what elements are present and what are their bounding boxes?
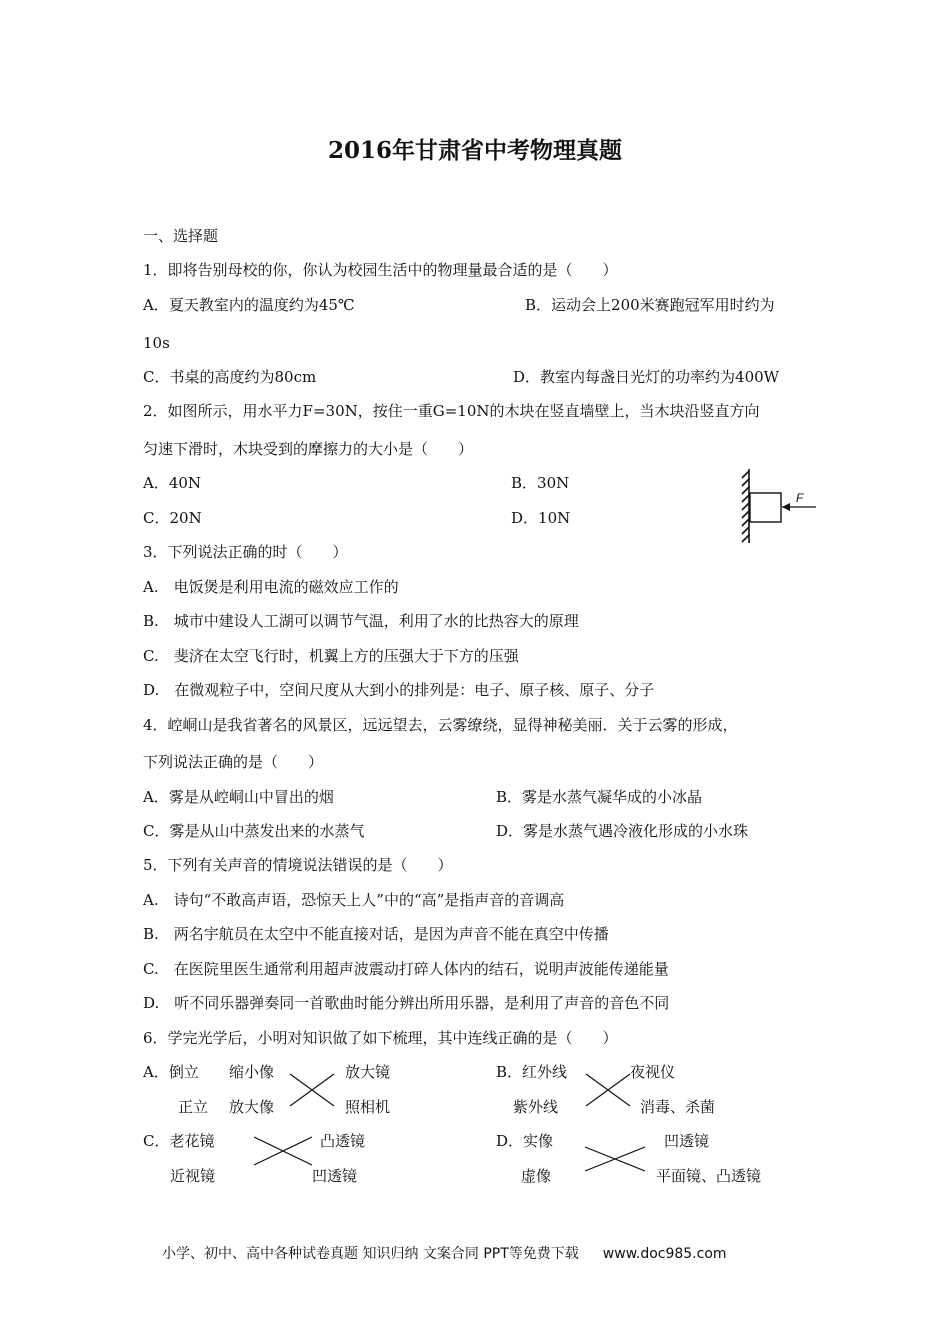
q4-option-b: B．雾是水蒸气凝华成的小冰晶 (496, 788, 703, 806)
q3-option-a: A. 电饭煲是利用电流的磁效应工作的 (143, 578, 399, 596)
q6-c-right-1: 凸透镜 (320, 1132, 366, 1150)
q6-a-cross-lines (288, 1070, 336, 1110)
force-label-f: F (796, 491, 804, 505)
q6-a-mid-1: 缩小像 (229, 1063, 275, 1081)
q2-option-b: B．30N (511, 474, 570, 492)
q5-option-d: D. 听不同乐器弹奏同一首歌曲时能分辨出所用乐器，是利用了声音的音色不同 (143, 994, 670, 1012)
q2-option-a: A．40N (143, 474, 202, 492)
wall-block-diagram (738, 466, 820, 546)
page-footer (162, 1244, 727, 1264)
q6-b-right-1: 夜视仪 (630, 1063, 676, 1081)
q4-stem-line1: 4．崆峒山是我省著名的风景区，远远望去，云雾缭绕，显得神秘美丽．关于云雾的形成， (143, 716, 738, 734)
q6-b-right-2: 消毒、杀菌 (640, 1098, 716, 1116)
q6-a-right-1: 放大镜 (345, 1063, 391, 1081)
q2-option-d: D．10N (511, 509, 571, 527)
footer-text: 小学、初中、高中各种试卷真题 知识归纳 文案合同 PPT等免费下载 (162, 1246, 579, 1262)
q6-c-cross-lines (253, 1136, 313, 1166)
q4-option-d: D．雾是水蒸气遇冷液化形成的小水珠 (496, 822, 749, 840)
q6-d-left-2: 虚像 (521, 1167, 552, 1185)
q1-stem: 1．即将告别母校的你，你认为校园生活中的物理量最合适的是（ ） (143, 261, 618, 279)
q6-stem: 6．学完光学后，小明对知识做了如下梳理，其中连线正确的是（ ） (143, 1029, 618, 1047)
q6-a-mid-2: 放大像 (229, 1098, 275, 1116)
q6-d-left-1: D．实像 (496, 1132, 554, 1150)
q3-option-d: D. 在微观粒子中，空间尺度从大到小的排列是：电子、原子核、原子、分子 (143, 681, 655, 699)
q1-option-a: A．夏天教室内的温度约为45℃ (143, 296, 355, 314)
q4-stem-line2: 下列说法正确的是（ ） (143, 753, 324, 771)
q2-stem-line2: 匀速下滑时，木块受到的摩擦力的大小是（ ） (143, 440, 474, 458)
q1-option-b-cont: 10s (143, 334, 170, 352)
q4-option-c: C．雾是从山中蒸发出来的水蒸气 (143, 822, 365, 840)
q1-option-d: D．教室内每盏日光灯的功率约为400W (513, 368, 780, 386)
q6-d-right-2: 平面镜、凸透镜 (656, 1167, 762, 1185)
footer-site-link[interactable]: www.doc985.com (602, 1246, 727, 1262)
page-title: 2016年甘肃省中考物理真题 (327, 137, 622, 164)
q6-a-right-2: 照相机 (345, 1098, 391, 1116)
q3-option-c: C. 斐济在太空飞行时，机翼上方的压强大于下方的压强 (143, 647, 519, 665)
q6-c-left-1: C．老花镜 (143, 1132, 215, 1150)
q2-stem-line1: 2．如图所示，用水平力F=30N，按住一重G=10N的木块在竖直墙壁上，当木块沿竖直方向 (143, 402, 760, 420)
q4-option-a: A．雾是从崆峒山中冒出的烟 (143, 788, 334, 806)
q3-option-b: B. 城市中建设人工湖可以调节气温，利用了水的比热容大的原理 (143, 612, 579, 630)
section-heading: 一、选择题 (143, 227, 219, 245)
q6-d-cross-lines (584, 1146, 646, 1172)
q5-option-c: C. 在医院里医生通常利用超声波震动打碎人体内的结石，说明声波能传递能量 (143, 960, 669, 978)
q5-option-b: B. 两名宇航员在太空中不能直接对话，是因为声音不能在真空中传播 (143, 925, 609, 943)
q2-option-c: C．20N (143, 509, 202, 527)
q5-option-a: A. 诗句“不敢高声语，恐惊天上人”中的“高”是指声音的音调高 (143, 891, 565, 909)
q1-option-b: B．运动会上200米赛跑冠军用时约为 (525, 296, 775, 314)
q6-b-left-1: B．红外线 (496, 1063, 568, 1081)
q6-b-left-2: 紫外线 (513, 1098, 559, 1116)
q6-c-right-2: 凹透镜 (312, 1167, 358, 1185)
q3-stem: 3．下列说法正确的时（ ） (143, 543, 348, 561)
q6-d-right-1: 凹透镜 (664, 1132, 710, 1150)
q5-stem: 5．下列有关声音的情境说法错误的是（ ） (143, 856, 453, 874)
q6-a-left-2: 正立 (178, 1098, 209, 1116)
q1-option-c: C．书桌的高度约为80cm (143, 368, 317, 386)
q6-c-left-2: 近视镜 (170, 1167, 216, 1185)
q6-a-left-1: A．倒立 (143, 1063, 199, 1081)
q6-b-cross-lines (584, 1070, 632, 1110)
